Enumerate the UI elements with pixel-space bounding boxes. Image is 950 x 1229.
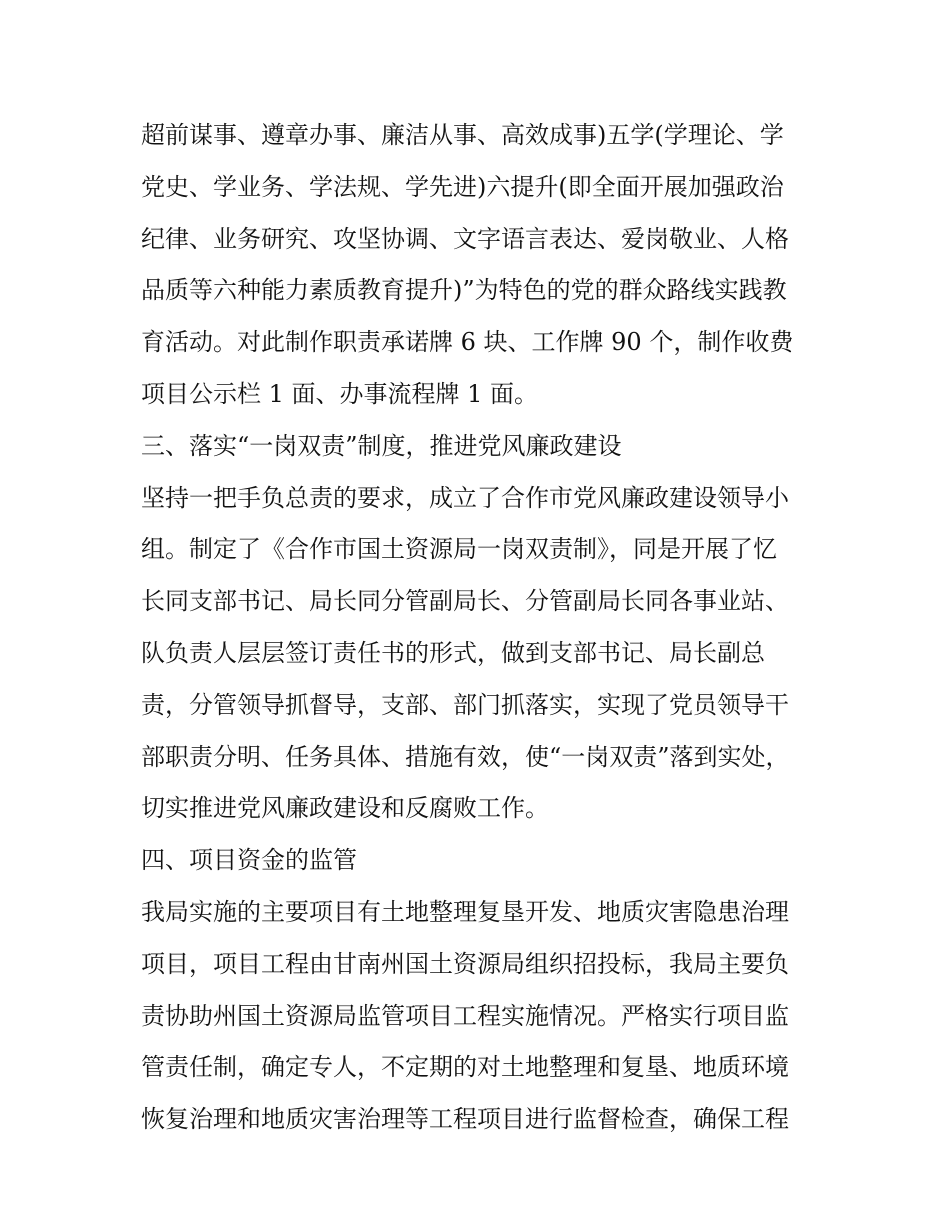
paragraph-line: 项目，项目工程由甘南州国土资源局组织招投标，我局主要负 [141, 949, 789, 978]
paragraph-line: 责协助州国土资源局监管项目工程实施情况。严格实行项目监 [141, 1001, 789, 1030]
paragraph-line: 项目公示栏 1 面、办事流程牌 1 面。 [141, 379, 539, 408]
paragraph-line: 长同支部书记、局长同分管副局长、分管副局长同各事业站、 [141, 587, 789, 616]
paragraph-line: 超前谋事、遵章办事、廉洁从事、高效成事)五学(学理论、学 [141, 121, 784, 149]
paragraph-line: 队负责人层层签订责任书的形式，做到支部书记、局长副总 [141, 638, 765, 667]
paragraph-line: 切实推进党风廉政建设和反腐败工作。 [141, 794, 549, 823]
paragraph-line: 纪律、业务研究、攻坚协调、文字语言表达、爱岗敬业、人格 [141, 224, 789, 253]
paragraph-line: 管责任制，确定专人，不定期的对土地整理和复垦、地质环境 [141, 1053, 789, 1082]
paragraph-line: 品质等六种能力素质教育提升)”为特色的党的群众路线实践教 [141, 276, 787, 305]
paragraph-line: 坚持一把手负总责的要求，成立了合作市党风廉政建设领导小 [141, 483, 789, 512]
paragraph-line: 育活动。对此制作职责承诺牌 6 块、工作牌 90 个，制作收费 [141, 328, 794, 357]
paragraph-line: 组。制定了《合作市国土资源局一岗双责制》，同是开展了忆 [141, 535, 777, 564]
section-heading-4: 四、项目资金的监管 [141, 846, 357, 875]
paragraph-line: 部职责分明、任务具体、措施有效，使“一岗双责”落到实处， [141, 742, 790, 771]
section-heading-3: 三、落实“一岗双责”制度，推进党风廉政建设 [141, 431, 622, 460]
paragraph-line: 恢复治理和地质灾害治理等工程项目进行监督检查，确保工程 [141, 1105, 789, 1134]
paragraph-line: 责，分管领导抓督导，支部、部门抓落实，实现了党员领导干 [141, 690, 789, 719]
document-body [141, 110, 821, 1146]
paragraph-line: 我局实施的主要项目有土地整理复垦开发、地质灾害隐患治理 [141, 897, 789, 926]
paragraph-line: 党史、学业务、学法规、学先进)六提升(即全面开展加强政治 [141, 172, 784, 201]
